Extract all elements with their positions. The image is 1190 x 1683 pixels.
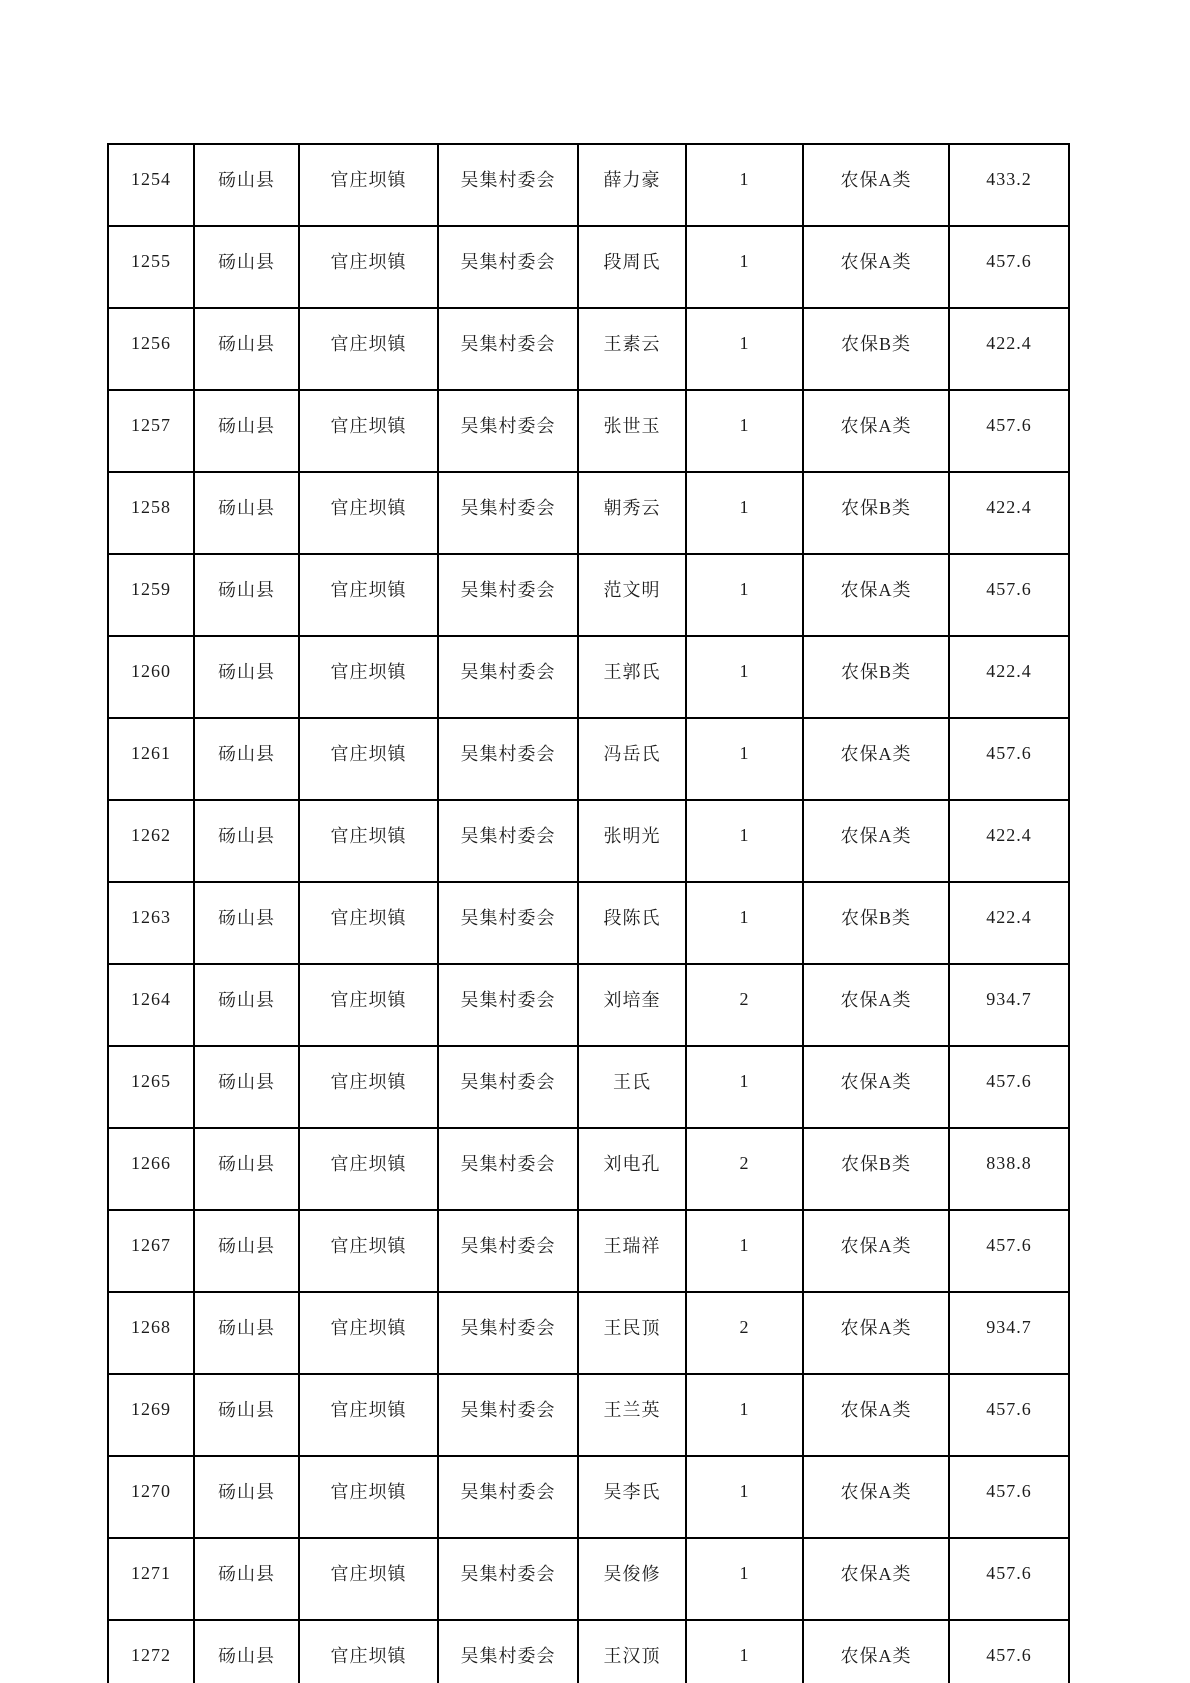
category-cell: 农保A类: [803, 554, 949, 636]
person-count-cell: 1: [686, 1046, 803, 1128]
town-cell: 官庄坝镇: [299, 390, 438, 472]
serial-cell: 1260: [108, 636, 194, 718]
amount-cell: 457.6: [949, 718, 1069, 800]
town-cell: 官庄坝镇: [299, 1292, 438, 1374]
name-cell: 王氏: [578, 1046, 686, 1128]
serial-cell: 1255: [108, 226, 194, 308]
serial-cell: 1263: [108, 882, 194, 964]
town-cell: 官庄坝镇: [299, 1538, 438, 1620]
amount-cell: 457.6: [949, 226, 1069, 308]
table-row: [108, 1620, 1069, 1683]
village-cell: 吴集村委会: [438, 1456, 578, 1538]
name-cell: 吴俊修: [578, 1538, 686, 1620]
town-cell: 官庄坝镇: [299, 1046, 438, 1128]
name-cell: 王素云: [578, 308, 686, 390]
name-cell: 段陈氏: [578, 882, 686, 964]
person-count-cell: 1: [686, 882, 803, 964]
village-cell: 吴集村委会: [438, 1292, 578, 1374]
county-cell: 砀山县: [194, 226, 299, 308]
village-cell: 吴集村委会: [438, 1046, 578, 1128]
table-row: [108, 636, 1069, 718]
table-row: [108, 718, 1069, 800]
name-cell: 王瑞祥: [578, 1210, 686, 1292]
category-cell: 农保A类: [803, 1538, 949, 1620]
town-cell: 官庄坝镇: [299, 226, 438, 308]
village-cell: 吴集村委会: [438, 800, 578, 882]
category-cell: 农保A类: [803, 1374, 949, 1456]
table-row: [108, 800, 1069, 882]
village-cell: 吴集村委会: [438, 1620, 578, 1683]
town-cell: 官庄坝镇: [299, 718, 438, 800]
serial-cell: 1254: [108, 144, 194, 226]
county-cell: 砀山县: [194, 554, 299, 636]
amount-cell: 422.4: [949, 800, 1069, 882]
county-cell: 砀山县: [194, 718, 299, 800]
name-cell: 薛力豪: [578, 144, 686, 226]
category-cell: 农保A类: [803, 1620, 949, 1683]
person-count-cell: 1: [686, 800, 803, 882]
table-row: [108, 1128, 1069, 1210]
table-row: [108, 1538, 1069, 1620]
person-count-cell: 1: [686, 1374, 803, 1456]
table-row: [108, 308, 1069, 390]
county-cell: 砀山县: [194, 882, 299, 964]
village-cell: 吴集村委会: [438, 308, 578, 390]
table-row: [108, 1046, 1069, 1128]
person-count-cell: 1: [686, 144, 803, 226]
village-cell: 吴集村委会: [438, 964, 578, 1046]
serial-cell: 1261: [108, 718, 194, 800]
serial-cell: 1265: [108, 1046, 194, 1128]
serial-cell: 1266: [108, 1128, 194, 1210]
town-cell: 官庄坝镇: [299, 308, 438, 390]
county-cell: 砀山县: [194, 308, 299, 390]
amount-cell: 934.7: [949, 1292, 1069, 1374]
village-cell: 吴集村委会: [438, 554, 578, 636]
name-cell: 王兰英: [578, 1374, 686, 1456]
town-cell: 官庄坝镇: [299, 800, 438, 882]
serial-cell: 1269: [108, 1374, 194, 1456]
amount-cell: 457.6: [949, 1620, 1069, 1683]
name-cell: 王汉顶: [578, 1620, 686, 1683]
name-cell: 王郭氏: [578, 636, 686, 718]
amount-cell: 422.4: [949, 472, 1069, 554]
table-row: [108, 1456, 1069, 1538]
amount-cell: 457.6: [949, 1046, 1069, 1128]
serial-cell: 1271: [108, 1538, 194, 1620]
category-cell: 农保A类: [803, 1210, 949, 1292]
village-cell: 吴集村委会: [438, 1538, 578, 1620]
town-cell: 官庄坝镇: [299, 1374, 438, 1456]
category-cell: 农保A类: [803, 964, 949, 1046]
category-cell: 农保B类: [803, 472, 949, 554]
amount-cell: 422.4: [949, 636, 1069, 718]
person-count-cell: 1: [686, 554, 803, 636]
town-cell: 官庄坝镇: [299, 1210, 438, 1292]
county-cell: 砀山县: [194, 1292, 299, 1374]
person-count-cell: 1: [686, 1538, 803, 1620]
village-cell: 吴集村委会: [438, 636, 578, 718]
county-cell: 砀山县: [194, 1046, 299, 1128]
town-cell: 官庄坝镇: [299, 1620, 438, 1683]
table-row: [108, 144, 1069, 226]
amount-cell: 457.6: [949, 1456, 1069, 1538]
village-cell: 吴集村委会: [438, 390, 578, 472]
pension-roster-table: [107, 143, 1070, 1683]
serial-cell: 1268: [108, 1292, 194, 1374]
table-row: [108, 472, 1069, 554]
serial-cell: 1259: [108, 554, 194, 636]
person-count-cell: 1: [686, 1456, 803, 1538]
name-cell: 冯岳氏: [578, 718, 686, 800]
person-count-cell: 1: [686, 1620, 803, 1683]
county-cell: 砀山县: [194, 144, 299, 226]
county-cell: 砀山县: [194, 1374, 299, 1456]
person-count-cell: 2: [686, 1292, 803, 1374]
person-count-cell: 1: [686, 472, 803, 554]
town-cell: 官庄坝镇: [299, 472, 438, 554]
amount-cell: 422.4: [949, 882, 1069, 964]
table-row: [108, 226, 1069, 308]
person-count-cell: 2: [686, 964, 803, 1046]
name-cell: 张明光: [578, 800, 686, 882]
person-count-cell: 1: [686, 308, 803, 390]
serial-cell: 1272: [108, 1620, 194, 1683]
category-cell: 农保A类: [803, 800, 949, 882]
town-cell: 官庄坝镇: [299, 144, 438, 226]
village-cell: 吴集村委会: [438, 882, 578, 964]
person-count-cell: 1: [686, 226, 803, 308]
county-cell: 砀山县: [194, 1456, 299, 1538]
amount-cell: 422.4: [949, 308, 1069, 390]
person-count-cell: 1: [686, 718, 803, 800]
name-cell: 张世玉: [578, 390, 686, 472]
category-cell: 农保B类: [803, 636, 949, 718]
county-cell: 砀山县: [194, 472, 299, 554]
person-count-cell: 1: [686, 390, 803, 472]
amount-cell: 457.6: [949, 390, 1069, 472]
county-cell: 砀山县: [194, 1538, 299, 1620]
name-cell: 范文明: [578, 554, 686, 636]
county-cell: 砀山县: [194, 1620, 299, 1683]
county-cell: 砀山县: [194, 1210, 299, 1292]
table-row: [108, 390, 1069, 472]
village-cell: 吴集村委会: [438, 1210, 578, 1292]
person-count-cell: 1: [686, 1210, 803, 1292]
name-cell: 朝秀云: [578, 472, 686, 554]
town-cell: 官庄坝镇: [299, 636, 438, 718]
table-row: [108, 1374, 1069, 1456]
village-cell: 吴集村委会: [438, 144, 578, 226]
category-cell: 农保A类: [803, 1292, 949, 1374]
category-cell: 农保A类: [803, 718, 949, 800]
town-cell: 官庄坝镇: [299, 554, 438, 636]
town-cell: 官庄坝镇: [299, 1128, 438, 1210]
serial-cell: 1262: [108, 800, 194, 882]
town-cell: 官庄坝镇: [299, 964, 438, 1046]
name-cell: 刘电孔: [578, 1128, 686, 1210]
serial-cell: 1267: [108, 1210, 194, 1292]
name-cell: 吴李氏: [578, 1456, 686, 1538]
table-row: [108, 554, 1069, 636]
table-row: [108, 964, 1069, 1046]
serial-cell: 1256: [108, 308, 194, 390]
category-cell: 农保B类: [803, 882, 949, 964]
person-count-cell: 2: [686, 1128, 803, 1210]
name-cell: 王民顶: [578, 1292, 686, 1374]
amount-cell: 838.8: [949, 1128, 1069, 1210]
category-cell: 农保A类: [803, 1046, 949, 1128]
county-cell: 砀山县: [194, 1128, 299, 1210]
serial-cell: 1264: [108, 964, 194, 1046]
table-row: [108, 1210, 1069, 1292]
serial-cell: 1258: [108, 472, 194, 554]
category-cell: 农保A类: [803, 226, 949, 308]
category-cell: 农保A类: [803, 1456, 949, 1538]
category-cell: 农保A类: [803, 144, 949, 226]
category-cell: 农保B类: [803, 1128, 949, 1210]
county-cell: 砀山县: [194, 390, 299, 472]
village-cell: 吴集村委会: [438, 718, 578, 800]
category-cell: 农保A类: [803, 390, 949, 472]
category-cell: 农保B类: [803, 308, 949, 390]
serial-cell: 1257: [108, 390, 194, 472]
amount-cell: 457.6: [949, 554, 1069, 636]
county-cell: 砀山县: [194, 800, 299, 882]
person-count-cell: 1: [686, 636, 803, 718]
village-cell: 吴集村委会: [438, 1128, 578, 1210]
amount-cell: 457.6: [949, 1374, 1069, 1456]
village-cell: 吴集村委会: [438, 1374, 578, 1456]
name-cell: 段周氏: [578, 226, 686, 308]
table-body: [108, 144, 1069, 1683]
amount-cell: 433.2: [949, 144, 1069, 226]
name-cell: 刘培奎: [578, 964, 686, 1046]
town-cell: 官庄坝镇: [299, 882, 438, 964]
table-row: [108, 1292, 1069, 1374]
county-cell: 砀山县: [194, 964, 299, 1046]
amount-cell: 934.7: [949, 964, 1069, 1046]
amount-cell: 457.6: [949, 1538, 1069, 1620]
village-cell: 吴集村委会: [438, 472, 578, 554]
serial-cell: 1270: [108, 1456, 194, 1538]
table-row: [108, 882, 1069, 964]
amount-cell: 457.6: [949, 1210, 1069, 1292]
county-cell: 砀山县: [194, 636, 299, 718]
village-cell: 吴集村委会: [438, 226, 578, 308]
town-cell: 官庄坝镇: [299, 1456, 438, 1538]
